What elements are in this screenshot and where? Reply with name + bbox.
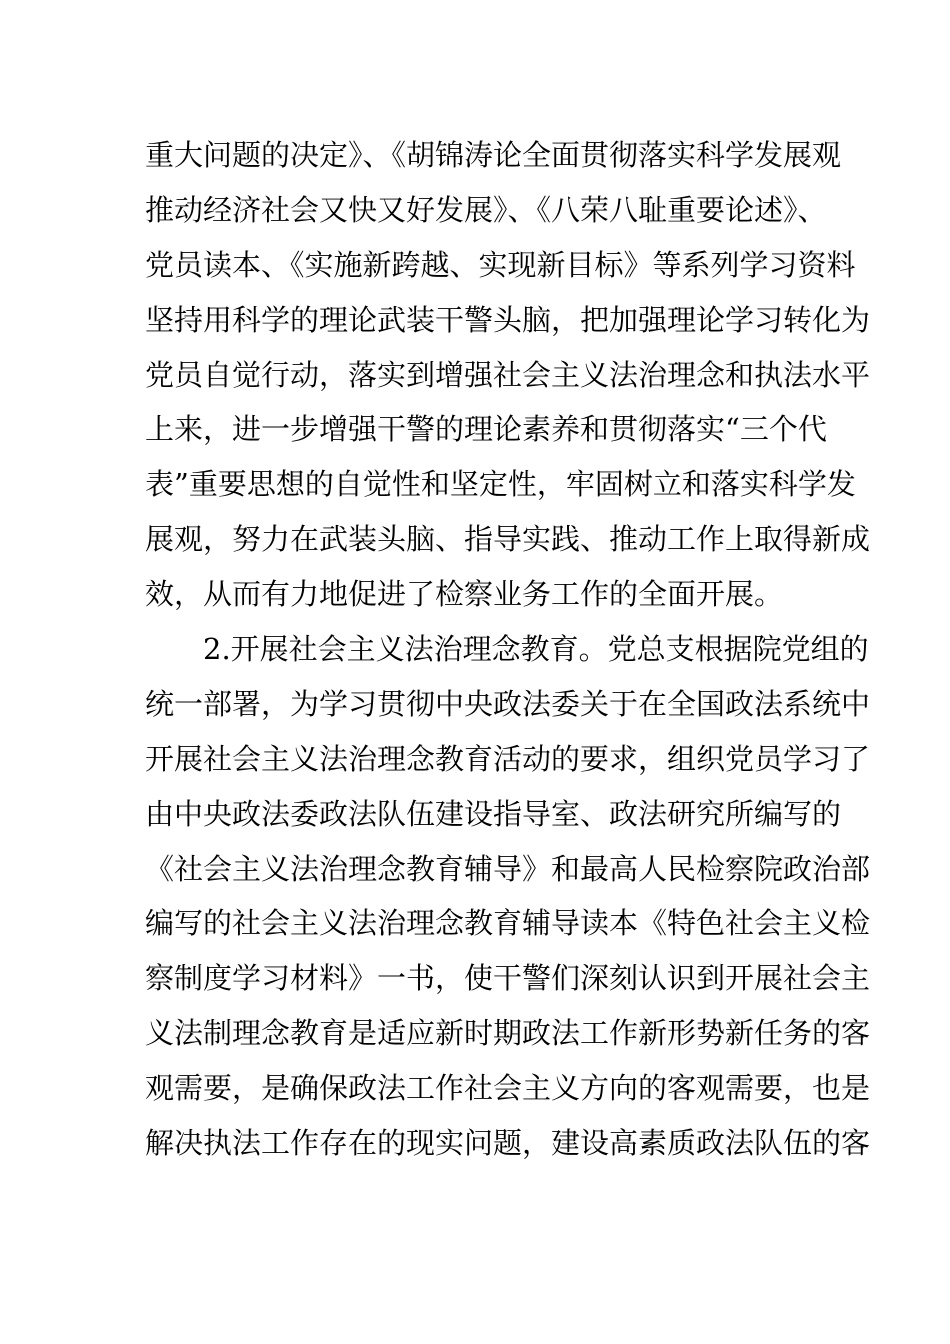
text-line: 义法制理念教育是适应新时期政法工作新形势新任务的客 bbox=[145, 1016, 871, 1051]
text-line: 重大问题的决定》、《胡锦涛论全面贯彻落实科学发展观 bbox=[145, 138, 842, 172]
text-line: 统一部署，为学习贯彻中央政法委关于在全国政法系统中 bbox=[145, 686, 871, 721]
paragraph-1 bbox=[145, 128, 871, 622]
text-line: 由中央政法委政法队伍建设指导室、政法研究所编写的 bbox=[145, 796, 842, 831]
text-line: 党员读本、《实施新跨越、实现新目标》等系列学习资料 bbox=[145, 247, 856, 282]
text-line: 编写的社会主义法治理念教育辅导读本《特色社会主义检 bbox=[145, 906, 871, 941]
text-line: 表”重要思想的自觉性和坚定性，牢固树立和落实科学发 bbox=[145, 467, 856, 502]
text-line: 观需要，是确保政法工作社会主义方向的客观需要，也是 bbox=[145, 1071, 871, 1106]
text-line: 坚持用科学的理论武装干警头脑，把加强理论学习转化为 bbox=[145, 302, 871, 337]
text-line: 察制度学习材料》一书，使干警们深刻认识到开展社会主 bbox=[145, 961, 871, 996]
text-line: 推动经济社会又快又好发展》、《八荣八耻重要论述》、 bbox=[145, 192, 827, 227]
text-line: 展观，努力在武装头脑、指导实践、推动工作上取得新成 bbox=[145, 522, 871, 557]
text-line: 《社会主义法治理念教育辅导》和最高人民检察院政治部 bbox=[145, 851, 871, 886]
text-line: 开展社会主义法治理念教育活动的要求，组织党员学习了 bbox=[145, 741, 871, 776]
paragraph-2 bbox=[145, 622, 871, 1171]
text-line: 党员自觉行动，落实到增强社会主义法治理念和执法水平 bbox=[145, 357, 871, 392]
text-line: 效，从而有力地促进了检察业务工作的全面开展。 bbox=[145, 577, 784, 612]
body-text bbox=[145, 128, 871, 1171]
text-line: 2.开展社会主义法治理念教育。党总支根据院党组的 bbox=[203, 632, 869, 667]
text-line: 上来，进一步增强干警的理论素养和贯彻落实“三个代 bbox=[145, 412, 827, 447]
text-line: 解决执法工作存在的现实问题，建设高素质政法队伍的客 bbox=[145, 1126, 871, 1161]
